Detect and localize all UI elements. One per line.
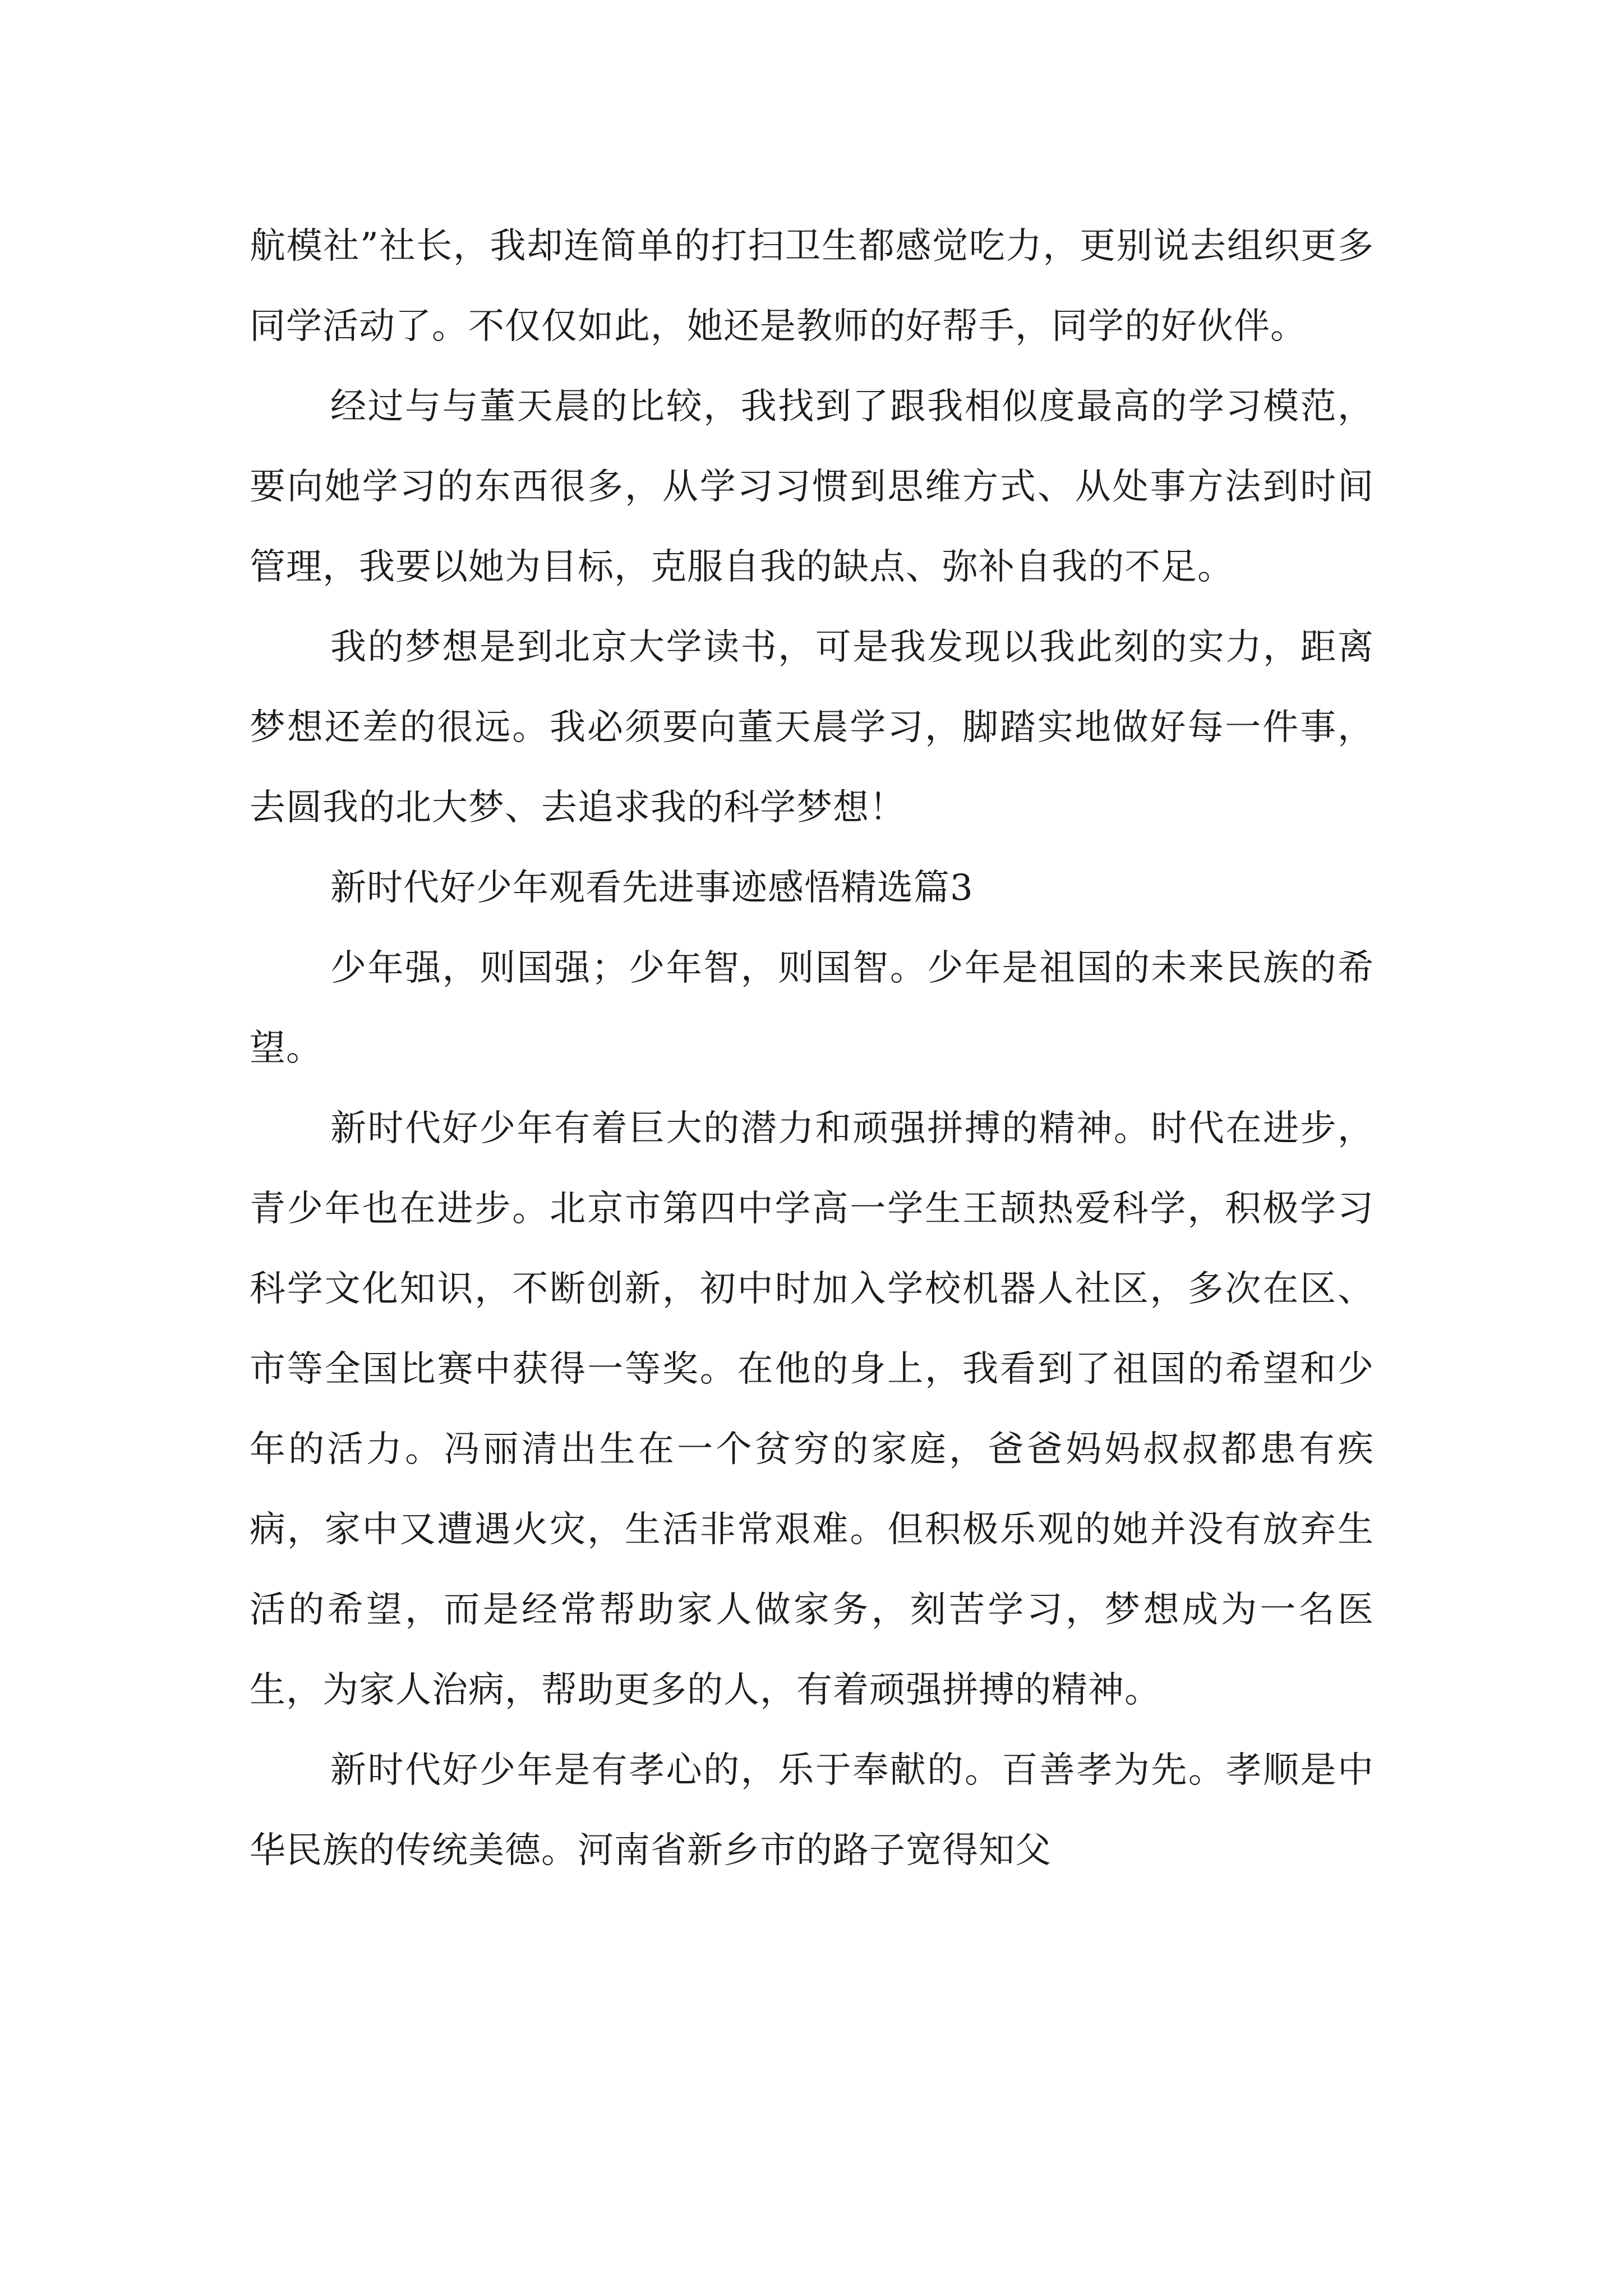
paragraph-potential: 新时代好少年有着巨大的潜力和顽强拼搏的精神。时代在进步，青少年也在进步。北京市第四中学高一学生王颉热爱科学，积极学习科学文化知识，不断创新，初中时加入学校机器人社区，多次在区、市等全国比赛中获得一等奖。在他的身上，我看到了祖国的希望和少年的活力。冯丽清出生在一个贫穷的家庭，爸爸妈妈叔叔都患有疾病，家中又遭遇火灾，生活非常艰难。但积极乐观的她并没有放弃生活的希望，而是经常帮助家人做家务，刻苦学习，梦想成为一名医生，为家人治病，帮助更多的人，有着顽强拼搏的精神。 xyxy=(250,1108,1374,1711)
paragraph-dream: 我的梦想是到北京大学读书，可是我发现以我此刻的实力，距离梦想还差的很远。我必须要向董天晨学习，脚踏实地做好每一件事，去圆我的北大梦、去追求我的科学梦想！ xyxy=(250,627,1374,829)
paragraph-continuation: 航模社”社长，我却连简单的打扫卫生都感觉吃力，更别说去组织更多同学活动了。不仅仅如此，她还是教师的好帮手，同学的好伙伴。 xyxy=(250,226,1374,347)
section-heading: 新时代好少年观看先进事迹感悟精选篇3 xyxy=(330,867,974,909)
paragraph-comparison: 经过与与董天晨的比较，我找到了跟我相似度最高的学习模范，要向她学习的东西很多，从学习习惯到思维方式、从处事方法到时间管理，我要以她为目标，克服自我的缺点、弥补自我的不足。 xyxy=(250,386,1374,588)
document-page xyxy=(250,206,1374,1891)
paragraph-filial: 新时代好少年是有孝心的，乐于奉献的。百善孝为先。孝顺是中华民族的传统美德。河南省新乡市的路子宽得知父 xyxy=(250,1750,1374,1871)
paragraph-youth-strong: 少年强，则国强；少年智，则国智。少年是祖国的未来民族的希望。 xyxy=(250,947,1374,1069)
